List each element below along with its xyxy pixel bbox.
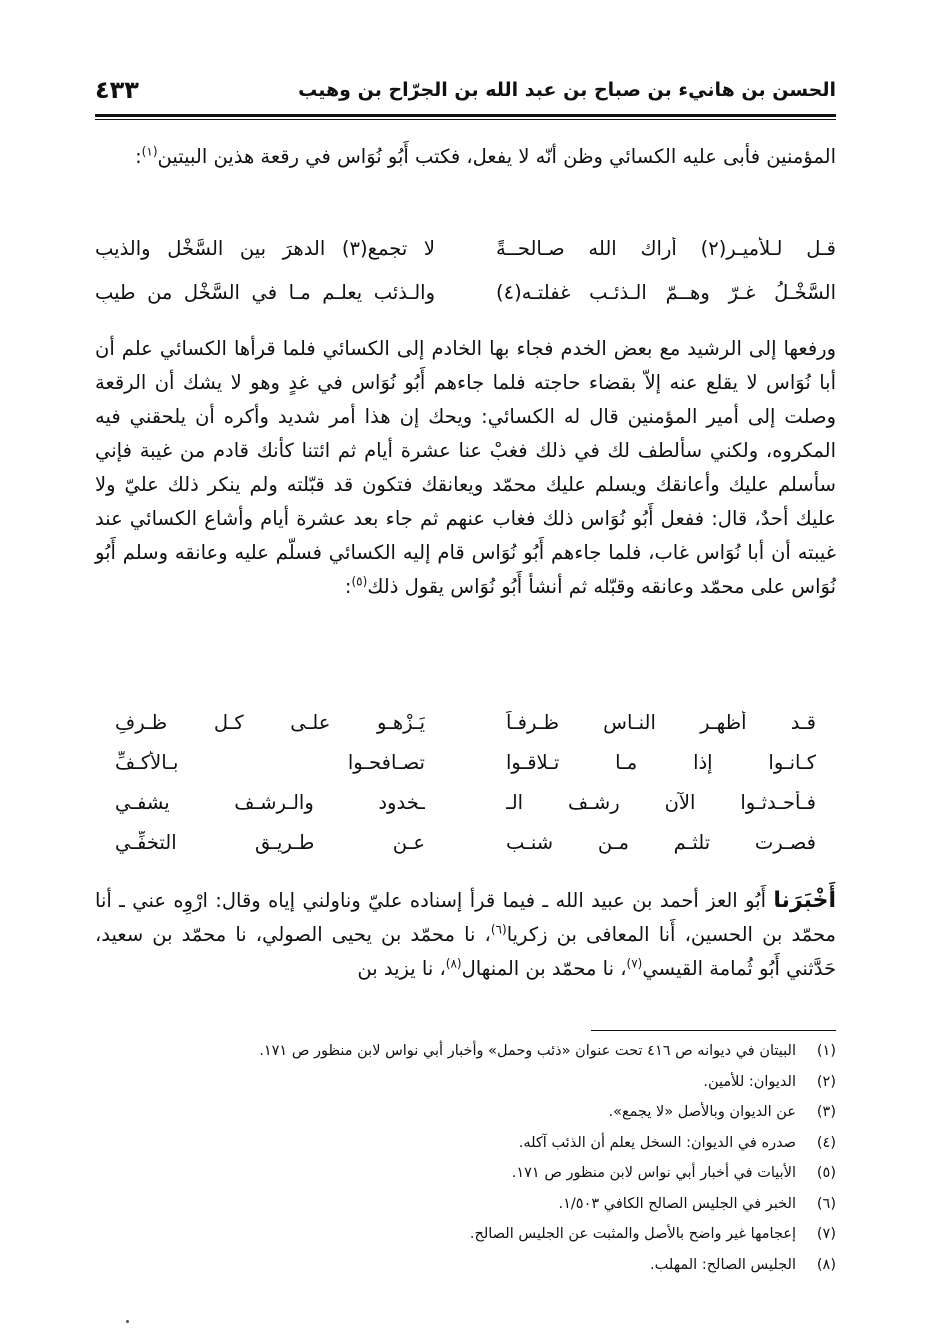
footnote-divider bbox=[591, 1030, 836, 1031]
paragraph-1-colon: : bbox=[135, 145, 142, 168]
verse-first-hemistich: السَّخْـلُ غـرّ وهــمّ الـذئـب غفلتـه(٤) bbox=[496, 280, 836, 304]
verse-first-hemistich: فـأحـدثـوا الآن رشـف الـ bbox=[506, 790, 816, 814]
verse-second-hemistich: عـن طـريـق التخفِّـي bbox=[115, 830, 425, 854]
page-number: ٤٣٣ bbox=[95, 76, 139, 104]
footnote-text: إعجامها غير واضح بالأصل والمثبت عن الجليس الصالح. bbox=[469, 1226, 796, 1242]
footnote-ref-8: (٨) bbox=[445, 956, 462, 971]
footnote bbox=[95, 1067, 836, 1098]
footnote bbox=[95, 1189, 836, 1220]
footnote-text: الديوان: للأمين. bbox=[703, 1073, 796, 1090]
footnote-number: (٣) bbox=[816, 1104, 836, 1120]
verse-first-hemistich: قـد أظهـر النـاس ظـرفـاً bbox=[506, 710, 816, 734]
footnote-number: (٧) bbox=[816, 1226, 836, 1242]
paragraph-3-text-b: ، نا محمّد بن يحيى الصولي، نا محمّد بن سعيد، حَدَّثني أَبُو ثُمامة القيسي bbox=[95, 923, 836, 980]
footnote bbox=[95, 1097, 836, 1128]
paragraph-2-colon: : bbox=[344, 575, 352, 598]
paragraph-3-text-d: ، نا يزيد بن bbox=[357, 957, 446, 980]
footnote-text: الجليس الصالح: المهلب. bbox=[650, 1256, 796, 1273]
footnote-number: (٢) bbox=[816, 1073, 836, 1090]
verse-line bbox=[95, 702, 836, 742]
verse-first-hemistich: فصـرت تلثـم مـن شنـب bbox=[506, 830, 816, 854]
paragraph-1 bbox=[95, 140, 836, 174]
paragraph-3 bbox=[95, 884, 836, 986]
paragraph-2 bbox=[95, 332, 836, 604]
footnote bbox=[95, 1250, 836, 1281]
footnote bbox=[95, 1128, 836, 1159]
verse-block-2 bbox=[95, 702, 836, 862]
footnote-text: الخبر في الجليس الصالح الكافي ١/٥٠٣. bbox=[558, 1195, 796, 1212]
footnote-number: (٨) bbox=[816, 1256, 836, 1273]
footnote-number: (٦) bbox=[816, 1195, 836, 1212]
verse-block-1 bbox=[95, 226, 836, 314]
footnote-number: (٤) bbox=[816, 1134, 836, 1151]
verse-second-hemistich: لا تجمع(٣) الدهرَ بين السَّخْل والذيبِ bbox=[95, 236, 435, 260]
footnotes-list bbox=[95, 1036, 836, 1280]
akhbarana-lead: أَخْبَرَنا bbox=[773, 888, 836, 913]
paragraph-3-text-a: أَبُو العز أحمد بن عبيد الله ـ فيما قرأ إسناده عليّ وناولني إياه وقال: ارْوِه عني ـ أنا محمّد بن الحسين، أَنا المعافى بن زكريا bbox=[95, 889, 837, 946]
verse-second-hemistich: والـذئب يعلـم مـا في السَّخْلِ من طيبِ bbox=[95, 280, 435, 304]
footnote bbox=[95, 1219, 836, 1250]
footnote-ref-7: (٧) bbox=[626, 956, 643, 971]
footnote-text: عن الديوان وبالأصل «لا يجمع». bbox=[608, 1104, 796, 1120]
paragraph-2-text: ورفعها إلى الرشيد مع بعض الخدم فجاء بها الخادم إلى الكسائي فلما قرأها الكسائي علم أن أبا نُوَاس لا يقلع عنه إلاّ بقضاء حاجته فلما جاءهم أَبُو نُوَاس في غدٍ وهو لا يشك أن الرقعة وصلت إلى أمير المؤمنين قال له الكسائي: ويحك إن هذا أمر شديد وأكره أن يلحقني فيه المكروه، ولكني سألطف لك في ذلك فغبْ عنا عشرة أيام ثم ائتنا كأنك قادم من غيبة فإني سأسلم عليك وأعانقك ويسلم عليك محمّد ويعانقك فتكون قد قبّلته ولم ينكر ذلك عليّ ولا عليك أحدٌ، قال: ففعل أَبُو نُوَاس ذلك فغاب عنهم ثم جاء بعد عشرة أيام وأشاع الكسائي عند غيبته أن أبا نُوَاس غاب، فلما جاءهم أَبُو نُوَاس قام إليه الكسائي فسلّم عليه وعانقه وسلم أَبُو نُوَاس على محمّد وعانقه وقبّله ثم أنشأ أَبُو نُوَاس يقول ذلك bbox=[95, 337, 836, 598]
footnote-text: الأبيات في أخبار أبي نواس لابن منظور ص ١٧١. bbox=[511, 1165, 796, 1181]
header-rule bbox=[95, 114, 836, 120]
footnote-text: البيتان في ديوانه ص ٤١٦ تحت عنوان «ذئب وحمل» وأخبار أبي نواس لابن منظور ص ١٧١. bbox=[259, 1043, 796, 1059]
verse-second-hemistich: تصـافحـوا بـالأكـفِّ bbox=[115, 750, 425, 774]
verse-line bbox=[95, 226, 836, 270]
verse-line bbox=[95, 822, 836, 862]
verse-line bbox=[95, 742, 836, 782]
footnote bbox=[95, 1158, 836, 1189]
running-header bbox=[95, 72, 836, 108]
verse-second-hemistich: يَـزْهـو علـى كـل ظـرفِ bbox=[115, 710, 425, 734]
verse-second-hemistich: ـخدود والـرشـف يشفـي bbox=[115, 790, 425, 814]
verse-line bbox=[95, 270, 836, 314]
footnote-ref-1: (١) bbox=[141, 144, 158, 159]
footnote-number: (١) bbox=[816, 1043, 836, 1059]
verse-first-hemistich: كـانـوا إذا مـا تـلاقـوا bbox=[506, 750, 816, 774]
header-title: الحسن بن هانيء بن صباح بن عبد الله بن الجرّاح بن وهيب bbox=[298, 79, 836, 101]
paragraph-3-text-c: ، نا محمّد بن المنهال bbox=[461, 957, 627, 980]
footnote-ref-5: (٥) bbox=[351, 574, 368, 589]
footnote bbox=[95, 1036, 836, 1067]
paragraph-1-text: المؤمنين فأبى عليه الكسائي وظن أنّه لا يفعل، فكتب أَبُو نُوَاس في رقعة هذين البيتين bbox=[157, 145, 836, 168]
verse-line bbox=[95, 782, 836, 822]
scan-speck bbox=[126, 1320, 129, 1323]
footnote-ref-6: (٦) bbox=[490, 922, 507, 937]
footnote-text: صدره في الديوان: السخل يعلم أن الذئب آكله. bbox=[518, 1134, 796, 1151]
verse-first-hemistich: قـل لـلأميـر(٢) أراك الله صـالحــةً bbox=[496, 236, 836, 260]
footnote-number: (٥) bbox=[816, 1165, 836, 1181]
